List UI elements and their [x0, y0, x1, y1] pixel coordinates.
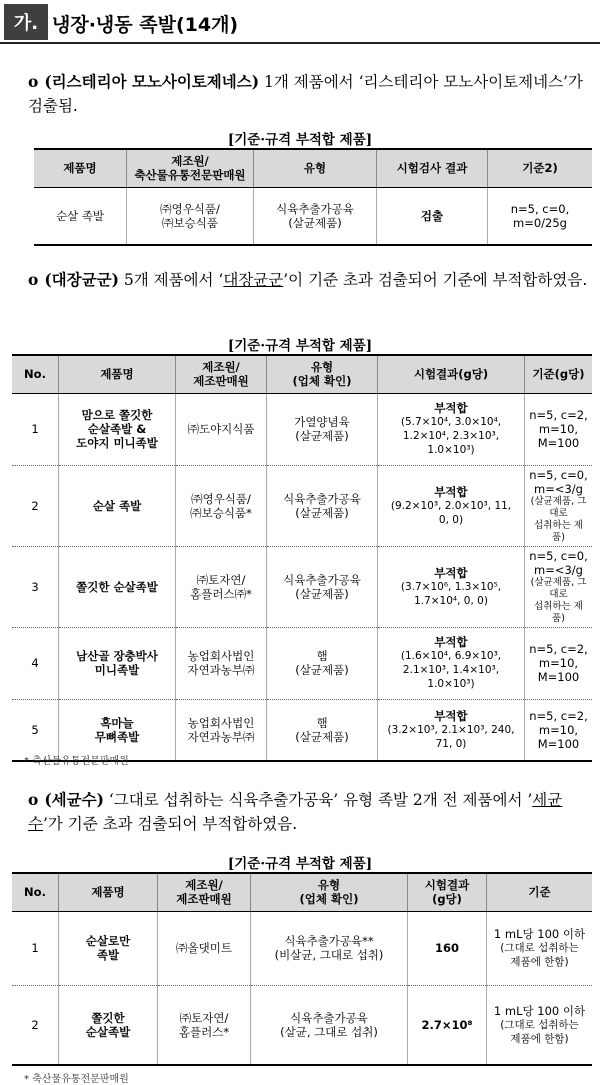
cell-type: 식육추출가공육 (살균제품)	[254, 187, 377, 245]
col-header: 유형	[254, 149, 377, 187]
col-header: 제조원/ 제조판매원	[158, 873, 251, 911]
underlined-term: 세균수	[28, 791, 563, 833]
cell-product: 쫄깃한 순살족발	[59, 985, 158, 1065]
bullet: o	[28, 790, 39, 809]
standard-text: n=5, c=2, m=10, M=100	[529, 408, 588, 450]
cell-standard	[487, 985, 593, 1065]
bullet: o	[28, 72, 39, 91]
col-header: 제품명	[34, 149, 127, 187]
cell-type: 식육추출가공육 (살균, 그대로 섭취)	[251, 985, 408, 1065]
cell-product: 남산골 장충박사 미니족발	[59, 627, 176, 699]
cell-maker: ㈜영우식품/ ㈜보승식품	[127, 187, 254, 245]
cell-no: 4	[12, 627, 59, 699]
col-header: 기준2)	[488, 149, 593, 187]
cell-type: 햄 (살균제품)	[267, 699, 378, 761]
cell-type: 햄 (살균제품)	[267, 627, 378, 699]
section-badge: 가.	[4, 4, 48, 40]
section-title: 냉장·냉동 족발(14개)	[52, 14, 239, 36]
table-row	[12, 546, 592, 627]
paragraph-text: ‘그대로 섭취하는 식육추출가공육’ 유형 족발 2개 전 제품에서 ’	[103, 791, 533, 809]
cell-no: 1	[12, 911, 59, 985]
table-caption: [기준·규격 부적합 제품]	[227, 338, 373, 354]
col-header: 시험결과 (g당)	[408, 873, 487, 911]
cell-maker: ㈜올댓미트	[158, 911, 251, 985]
cell-result	[378, 699, 525, 761]
cell-standard	[525, 699, 593, 761]
section-heading	[0, 0, 600, 40]
cell-no: 1	[12, 393, 59, 465]
table-caption: [기준·규격 부적합 제품]	[227, 856, 373, 872]
cell-result: 2.7×10⁸	[408, 985, 487, 1065]
cell-maker: 농업회사법인 자연과농부㈜	[176, 699, 267, 761]
cell-maker: ㈜도야지식품	[176, 393, 267, 465]
pathogen-name: (리스테리아 모노사이토제네스)	[44, 72, 260, 91]
col-header: No.	[12, 355, 59, 393]
cell-product: 순살 족발	[34, 187, 127, 245]
cell-product: 쫄깃한 순살족발	[59, 546, 176, 627]
cell-result: 검출	[377, 187, 488, 245]
cell-no: 2	[12, 985, 59, 1065]
col-header: 유형 (업체 확인)	[251, 873, 408, 911]
result-values: (3.2×10³, 2.1×10³, 240, 71, 0)	[387, 723, 515, 750]
col-header: 제조원/ 축산물유통전문판매원	[127, 149, 254, 187]
footnote: * 축산물유통전문판매원	[24, 756, 129, 767]
cell-maker: ㈜영우식품/ ㈜보승식품*	[176, 465, 267, 546]
cell-type: 식육추출가공육 (살균제품)	[267, 465, 378, 546]
heading-rule	[0, 42, 600, 44]
footnote: * 축산물유통전문판매원	[24, 1074, 129, 1085]
result-values: (3.7×10⁶, 1.3×10⁵, 1.7×10⁴, 0, 0)	[400, 580, 502, 607]
result-values: (9.2×10³, 2.0×10³, 11, 0, 0)	[390, 499, 512, 526]
cell-product: 순살 족발	[59, 465, 176, 546]
standard-text: n=5, c=0, m=<3/g	[529, 467, 588, 496]
standard-note: (살균제품, 그대로 섭취하는 제품)	[530, 576, 587, 624]
table-row	[12, 911, 592, 985]
col-header: 제조원/ 제조판매원	[176, 355, 267, 393]
result-verdict: 부적합	[434, 635, 468, 649]
standard-note: (살균제품, 그대로 섭취하는 제품)	[530, 495, 587, 543]
coliform-paragraph	[28, 268, 588, 292]
table-row	[12, 985, 592, 1065]
col-header: 기준(g당)	[525, 355, 593, 393]
cell-result	[378, 393, 525, 465]
cell-product: 순살로만 족발	[59, 911, 158, 985]
cell-standard	[487, 911, 593, 985]
bullet: o	[28, 270, 39, 289]
cell-maker: ㈜토자연/ 홈플러스*	[158, 985, 251, 1065]
table-row	[12, 393, 592, 465]
col-header: 제품명	[59, 873, 158, 911]
col-header: 유형 (업체 확인)	[267, 355, 378, 393]
result-verdict: 부적합	[434, 484, 468, 499]
cell-standard	[525, 465, 593, 546]
result-values: (1.6×10⁴, 6.9×10³, 2.1×10³, 1.4×10³, 1.0×10³)	[400, 650, 502, 690]
listeria-paragraph	[28, 70, 588, 118]
cell-result	[378, 546, 525, 627]
cell-product: 흑마늘 무뼈족발	[59, 699, 176, 761]
col-header: No.	[12, 873, 59, 911]
cell-result: 160	[408, 911, 487, 985]
standard-note: (그대로 섭취하는 제품에 한함)	[500, 942, 579, 968]
paragraph-text: ’이 기준 초과 검출되어 기준에 부적합하였음.	[283, 271, 588, 289]
standard-text: n=5, c=2, m=10, M=100	[529, 642, 588, 684]
cell-maker: 농업회사법인 자연과농부㈜	[176, 627, 267, 699]
coliform-table	[12, 354, 592, 762]
standard-note: (그대로 섭취하는 제품에 한함)	[500, 1018, 579, 1045]
result-verdict: 부적합	[434, 565, 468, 580]
col-header: 시험검사 결과	[377, 149, 488, 187]
pathogen-name: (세균수)	[44, 790, 104, 809]
standard-text: n=5, c=2, m=10, M=100	[529, 708, 588, 751]
cell-no: 2	[12, 465, 59, 546]
result-values: (5.7×10⁴, 3.0×10⁴, 1.2×10⁴, 2.3×10³, 1.0×10³)	[400, 416, 502, 456]
listeria-table	[34, 148, 592, 246]
cell-no: 3	[12, 546, 59, 627]
table-caption: [기준·규격 부적합 제품]	[227, 132, 373, 148]
cell-result	[378, 465, 525, 546]
standard-text: 1 mL당 100 이하	[493, 1003, 586, 1018]
cell-type: 식육추출가공육** (비살균, 그대로 섭취)	[251, 911, 408, 985]
cell-type: 식육추출가공육 (살균제품)	[267, 546, 378, 627]
cell-no: 5	[12, 699, 59, 761]
col-header: 기준	[487, 873, 593, 911]
cell-standard	[525, 393, 593, 465]
cell-standard	[525, 627, 593, 699]
bacteria-count-paragraph	[28, 788, 588, 836]
table-row	[12, 627, 592, 699]
result-verdict: 부적합	[434, 401, 468, 415]
bacteria-count-table	[12, 872, 592, 1066]
pathogen-name: (대장균군)	[44, 270, 119, 289]
table-row	[12, 465, 592, 546]
cell-standard	[525, 546, 593, 627]
standard-text: n=5, c=0, m=<3/g	[529, 548, 588, 577]
col-header: 시험결과(g당)	[378, 355, 525, 393]
cell-maker: ㈜토자연/ 홈플러스㈜*	[176, 546, 267, 627]
cell-standard: n=5, c=0, m=0/25g	[488, 187, 593, 245]
col-header: 제품명	[59, 355, 176, 393]
underlined-term: 대장균군	[223, 271, 284, 289]
paragraph-text: 1개 제품에서 ‘리스테리아 모노사이토제네스’가 검출됨.	[28, 73, 583, 115]
result-verdict: 부적합	[434, 708, 468, 723]
cell-product: 맘으로 쫄깃한 순살족발 & 도야지 미니족발	[59, 393, 176, 465]
cell-type: 가열양념육 (살균제품)	[267, 393, 378, 465]
standard-text: 1 mL당 100 이하	[493, 927, 586, 941]
paragraph-text: 5개 제품에서 ‘	[118, 271, 224, 289]
cell-result	[378, 627, 525, 699]
paragraph-text: ’가 기준 초과 검출되어 부적합하였음.	[42, 815, 298, 833]
